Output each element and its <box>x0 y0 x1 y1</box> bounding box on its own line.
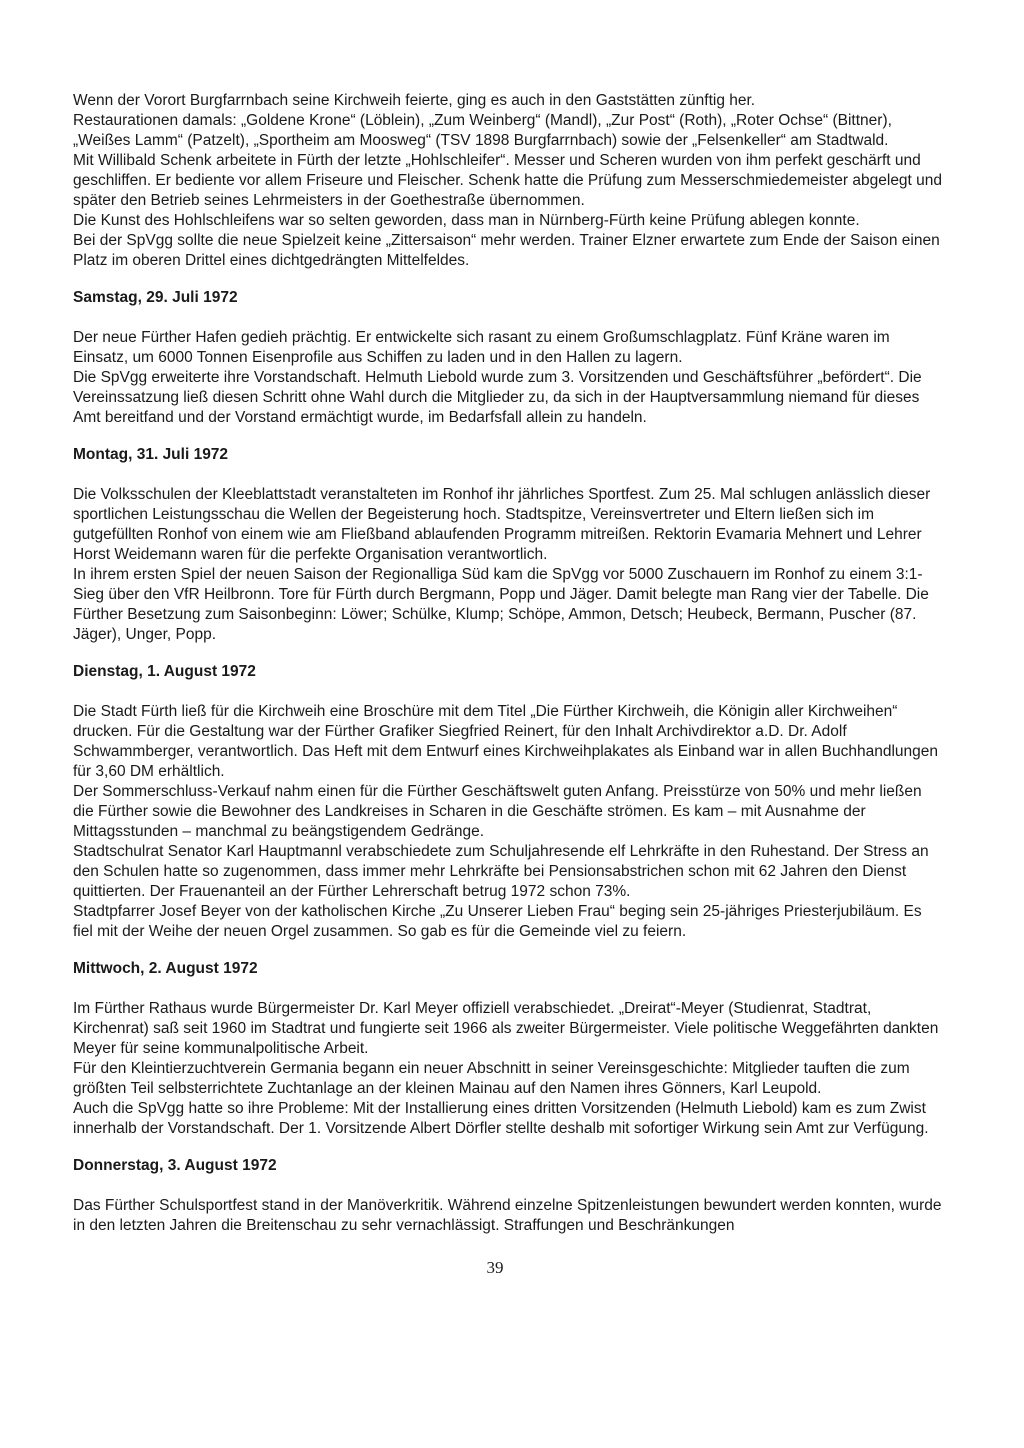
body-paragraph: Das Fürther Schulsportfest stand in der Manöverkritik. Während einzelne Spitzenleistungen bewundert werden konnten, wurde in den letzten Jahren die Breitenschau zu sehr vernachlässigt. Straffungen und Beschränkungen <box>73 1197 942 1234</box>
body-paragraph: Der neue Fürther Hafen gedieh prächtig. Er entwickelte sich rasant zu einem Großumschlagplatz. Fünf Kräne waren im Einsatz, um 6000 Tonnen Eisenprofile aus Schiffen zu laden und in den Hallen zu lagern. <box>73 329 890 366</box>
body-paragraph: Auch die SpVgg hatte so ihre Probleme: Mit der Installierung eines dritten Vorsitzenden (Helmuth Liebold) kam es zum Zwist innerhalb der Vorstandschaft. Der 1. Vorsitzende Albert Dörfler stellte deshalb mit sofortiger Wirkung sein Amt zur Verfügung. <box>73 1100 929 1137</box>
body-paragraph: Die Kunst des Hohlschleifens war so selten geworden, dass man in Nürnberg-Fürth keine Prüfung ablegen konnte. <box>73 212 860 229</box>
body-paragraph: Im Fürther Rathaus wurde Bürgermeister Dr. Karl Meyer offiziell verabschiedet. „Dreirat“-Meyer (Studienrat, Stadtrat, Kirchenrat) saß seit 1960 im Stadtrat und fungierte seit 1966 als zweiter Bürgermeister. Viele politische Weggefährten dankten Meyer für seine kommunalpolitische Arbeit. <box>73 1000 939 1057</box>
chronicle-section <box>73 445 943 645</box>
body-paragraph: Bei der SpVgg sollte die neue Spielzeit keine „Zittersaison“ mehr werden. Trainer Elzner erwartete zum Ende der Saison einen Platz im oberen Drittel eines dichtgedrängten Mittelfeldes. <box>73 232 940 269</box>
section-heading: Mittwoch, 2. August 1972 <box>73 960 258 977</box>
page-footer <box>73 1258 943 1278</box>
body-paragraph: Der Sommerschluss-Verkauf nahm einen für die Fürther Geschäftswelt guten Anfang. Preisstürze von 50% und mehr ließen die Fürther sowie die Bewohner des Landkreises in Scharen in die Geschäfte strömen. Es kam – mit Ausnahme der Mittagsstunden – manchmal zu beängstigendem Gedränge. <box>73 783 922 840</box>
page-number: 39 <box>486 1258 504 1277</box>
section-heading: Donnerstag, 3. August 1972 <box>73 1157 277 1174</box>
section-heading: Montag, 31. Juli 1972 <box>73 446 229 463</box>
body-paragraph: Stadtpfarrer Josef Beyer von der katholischen Kirche „Zu Unserer Lieben Frau“ beging sein 25-jähriges Priesterjubiläum. Es fiel mit der Weihe der neuen Orgel zusammen. So gab es für die Gemeinde viel zu feiern. <box>73 903 922 940</box>
body-paragraph: Stadtschulrat Senator Karl Hauptmannl verabschiedete zum Schuljahresende elf Lehrkräfte in den Ruhestand. Der Stress an den Schulen hatte so zugenommen, dass immer mehr Lehrkräfte bei Pensionsabstrichen schon mit 62 Jahren den Dienst quittierten. Der Frauenanteil an der Fürther Lehrerschaft betrug 1972 schon 73%. <box>73 843 929 900</box>
body-paragraph: Die Stadt Fürth ließ für die Kirchweih eine Broschüre mit dem Titel „Die Fürther Kirchweih, die Königin aller Kirchweihen“ drucken. Für die Gestaltung war der Fürther Grafiker Siegfried Reinert, für den Inhalt Archivdirektor a.D. Dr. Adolf Schwammberger, verantwortlich. Das Heft mit dem Entwurf eines Kirchweihplakates als Einband war in allen Buchhandlungen für 3,60 DM erhältlich. <box>73 703 938 780</box>
section-heading: Samstag, 29. Juli 1972 <box>73 289 238 306</box>
chronicle-section <box>73 662 943 942</box>
body-paragraph: Für den Kleintierzuchtverein Germania begann ein neuer Abschnitt in seiner Vereinsgeschichte: Mitglieder tauften die zum größten Teil selbsterrichtete Zuchtanlage an der kleinen Mainau auf den Namen ihres Gönners, Karl Leupold. <box>73 1060 910 1097</box>
body-paragraph: In ihrem ersten Spiel der neuen Saison der Regionalliga Süd kam die SpVgg vor 5000 Zuschauern im Ronhof zu einem 3:1-Sieg über den VfR Heilbronn. Tore für Fürth durch Bergmann, Popp und Jäger. Damit belegte man Rang vier der Tabelle. Die Fürther Besetzung zum Saisonbeginn: Löwer; Schülke, Klump; Schöpe, Ammon, Detsch; Heubeck, Bermann, Puscher (87. Jäger), Unger, Popp. <box>73 566 929 643</box>
body-paragraph: Die Volksschulen der Kleeblattstadt veranstalteten im Ronhof ihr jährliches Sportfest. Zum 25. Mal schlugen anlässlich dieser sportlichen Leistungsschau die Wellen der Begeisterung hoch. Stadtspitze, Vereinsvertreter und Eltern ließen sich im gutgefüllten Ronhof von einem wie am Fließband ablaufenden Programm mitreißen. Rektorin Evamaria Mehnert und Lehrer Horst Weidemann waren für die perfekte Organisation verantwortlich. <box>73 486 931 563</box>
body-paragraph: Restaurationen damals: „Goldene Krone“ (Löblein), „Zum Weinberg“ (Mandl), „Zur Post“ (Roth), „Roter Ochse“ (Bittner), „Weißes Lamm“ (Patzelt), „Sportheim am Moosweg“ (TSV 1898 Burgfarrnbach) sowie der „Felsenkeller“ am Stadtwald. <box>73 112 892 149</box>
body-paragraph: Die SpVgg erweiterte ihre Vorstandschaft. Helmuth Liebold wurde zum 3. Vorsitzenden und Geschäftsführer „befördert“. Die Vereinssatzung ließ diesen Schritt ohne Wahl durch die Mitglieder zu, da sich in der Hauptversammlung niemand für dieses Amt bereitfand und der Vorstand ermächtigt wurde, im Bedarfsfall allein zu handeln. <box>73 369 922 426</box>
chronicle-section <box>73 288 943 428</box>
chronicle-section <box>73 1156 943 1236</box>
chronicle-section <box>73 91 943 271</box>
section-heading: Dienstag, 1. August 1972 <box>73 663 256 680</box>
document-body <box>73 91 943 1236</box>
body-paragraph: Mit Willibald Schenk arbeitete in Fürth der letzte „Hohlschleifer“. Messer und Scheren wurden von ihm perfekt geschärft und geschliffen. Er bediente vor allem Friseure und Fleischer. Schenk hatte die Prüfung zum Messerschmiedemeister abgelegt und später den Betrieb seines Lehrmeisters in der Goethestraße übernommen. <box>73 152 943 209</box>
chronicle-section <box>73 959 943 1139</box>
body-paragraph: Wenn der Vorort Burgfarrnbach seine Kirchweih feierte, ging es auch in den Gaststätten zünftig her. <box>73 92 756 109</box>
